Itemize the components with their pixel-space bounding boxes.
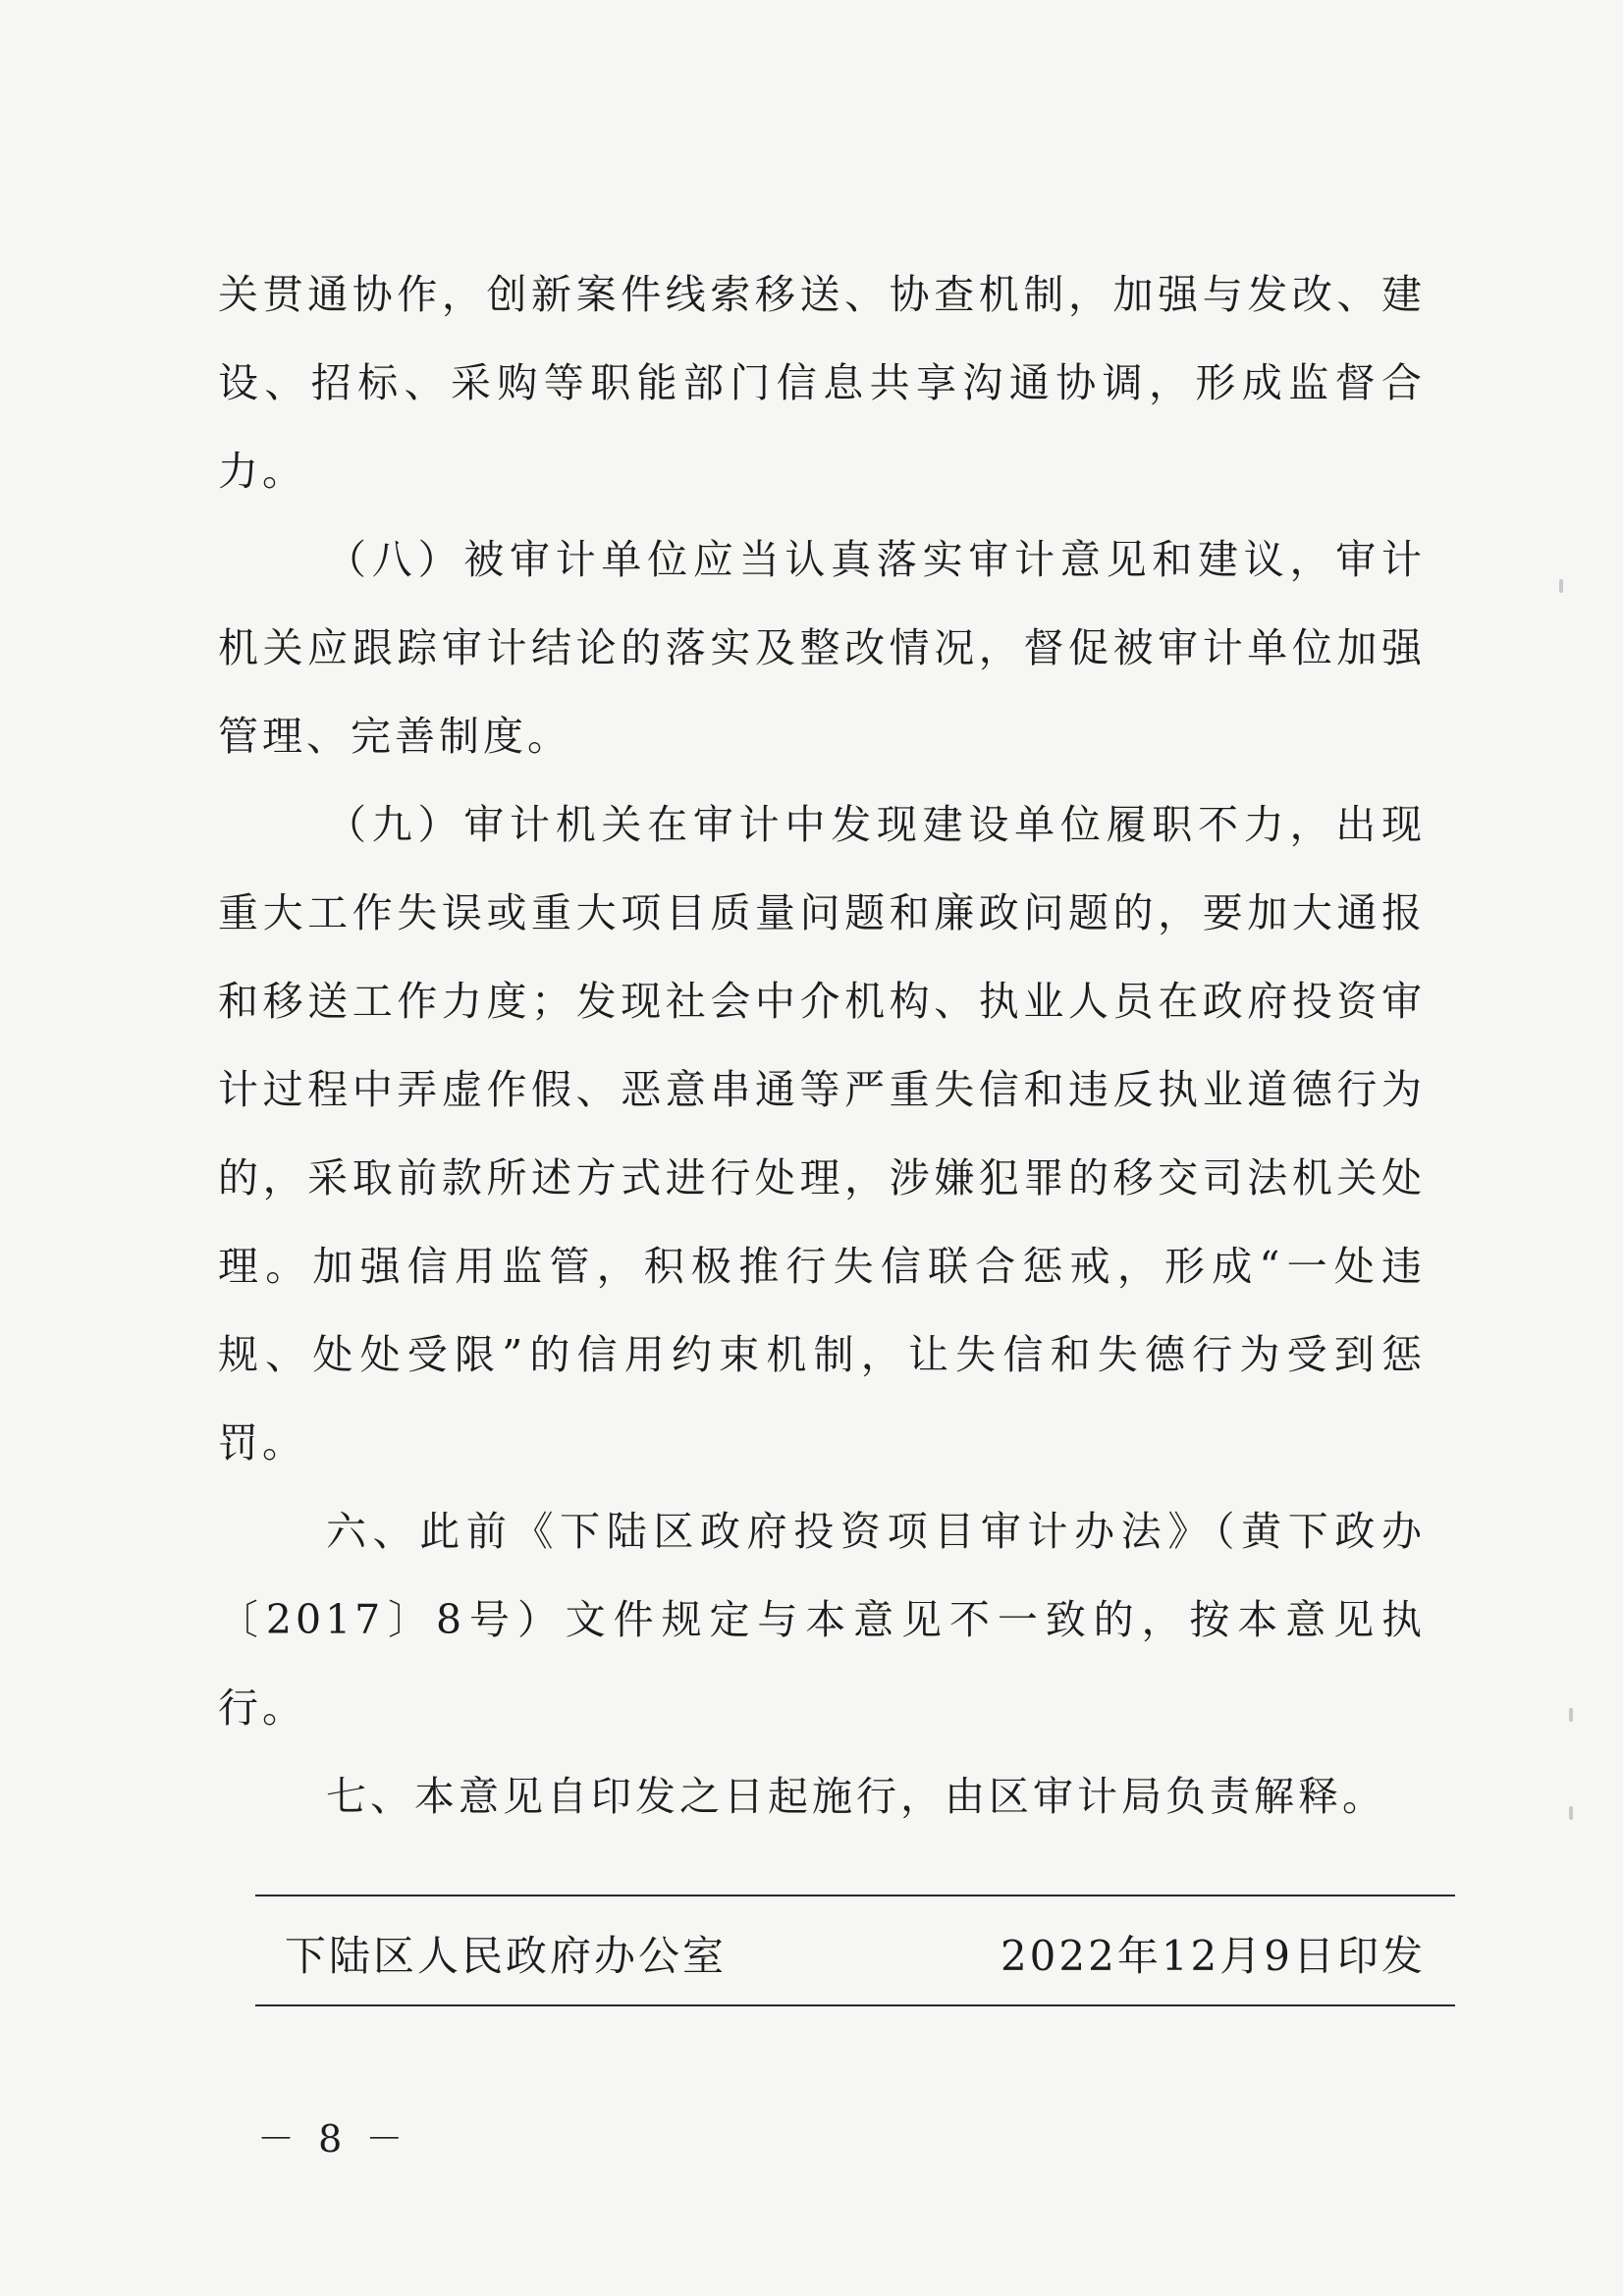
paragraph-item-8: （八）被审计单位应当认真落实审计意见和建议，审计机关应跟踪审计结论的落实及整改情况，督促被审计单位加强管理、完善制度。 (218, 536, 1426, 760)
paragraph-continuation: 关贯通协作，创新案件线索移送、协查机制，加强与发改、建设、招标、采购等职能部门信息共享沟通协调，形成监督合力。 (218, 271, 1426, 495)
page-number: － 8 － (257, 2117, 409, 2161)
issuing-office: 下陆区人民政府办公室 (285, 1932, 728, 1980)
paragraph-section-6: 六、此前《下陆区政府投资项目审计办法》（黄下政办〔2017〕8号）文件规定与本意见不一致的，按本意见执行。 (218, 1508, 1426, 1732)
scan-mark (1569, 1708, 1573, 1722)
scan-mark (1559, 579, 1563, 593)
paragraph-section-7: 七、本意见自印发之日起施行，由区审计局负责解释。 (326, 1773, 1386, 1820)
scan-mark (1569, 1806, 1573, 1820)
issuance-footer (255, 1895, 1455, 2006)
issue-date: 2022年12月9日印发 (1000, 1932, 1426, 1980)
paragraph-item-9: （九）审计机关在审计中发现建设单位履职不力，出现重大工作失误或重大项目质量问题和廉政问题的，要加大通报和移送工作力度；发现社会中介机构、执业人员在政府投资审计过程中弄虚作假、恶意串通等严重失信和违反执业道德行为的，采取前款所述方式进行处理，涉嫌犯罪的移交司法机关处理。加强信用监管，积极推行失信联合惩戒，形成“一处违规、处处受限”的信用约束机制，让失信和失德行为受到惩罚。 (218, 801, 1426, 1467)
document-body (218, 250, 1426, 1841)
